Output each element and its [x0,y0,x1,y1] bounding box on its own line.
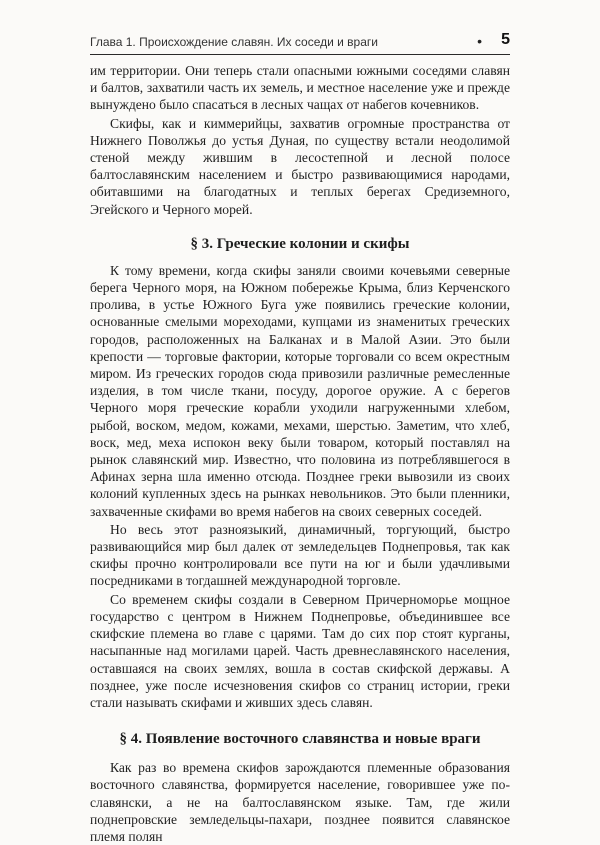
paragraph-1: им территории. Они теперь стали опасными южными соседями славян и балтов, захватили часть их земель, и местное население уже и прежде вынуждено было спасаться в лесных чащах от набегов кочевников. [90,63,510,113]
running-header [90,32,510,55]
bullet-glyph: • [477,33,482,49]
section-3-heading: § 3. Греческие колонии и скифы [190,235,410,252]
paragraph-2: Скифы, как и киммерийцы, захватив огромные пространства от Нижнего Поволжья до устья Дуная, по существу встали неодолимой стеной между жившим в лесостепной и лесной полосе балтославянским населением и быстро развивающимися народами, обитавшими на благодатных и теплых берегах Средиземного, Эгейского и Черного морей. [90,115,510,217]
running-title: Глава 1. Происхождение славян. Их соседи и враги [90,35,378,49]
paragraph-6: Как раз во времена скифов зарождаются племенные образования восточного славянства, формируется население, говорившее уже по-славянски, а не на балтославянском языке. Там, где жили поднепровские земледельцы-пахари, позднее появится славянское племя полян [90,760,510,844]
page-number: 5 [501,31,510,48]
paragraph-4: Но весь этот разноязыкий, динамичный, торгующий, быстро развивающийся мир был далек от земледельцев Поднепровья, так как скифы прочно контролировали все пути на юг и были удачливыми посредниками в тогдашней международной торговле. [90,521,510,589]
paragraph-3: К тому времени, когда скифы заняли своими кочевьями северные берега Черного моря, на Южном побережье Крыма, близ Керченского пролива, в устье Южного Буга уже появились греческие колонии, основанные смелыми мореходами, купцами из знаменитых греческих городов, расположенных на Балканах и в Малой Азии. Это были крепости — торговые фактории, которые торговали со всем окрестным миром. Из греческих городов сюда привозили различные ремесленные изделия, в том числе ткани, посуду, дорогое оружие. А с берегов Черного моря греческие корабли уходили нагруженными хлебом, рыбой, воском, медом, кожами, мехами, шерстью. Заметим, что хлеб, воск, мед, меха испокон веку были товаром, который поставлял на рынок славянский мир. Известно, что половина из потреблявшегося в Афинах зерна шла именно отсюда. Позднее греки вывозили из своих колоний купленных здесь на рынках невольников. Это были пленники, захваченные скифами во время набегов на своих северных соседей. [90,262,510,519]
paragraph-5: Со временем скифы создали в Северном Причерноморье мощное государство с центром в Нижнем Поднепровье, объединившее все скифские племена во главе с царями. Там до сих пор стоят курганы, насыпанные над могилами царей. Часть древнеславянского населения, оставшаяся на своих землях, вошла в состав скифской державы. А позднее, уже после исчезновения скифов со страниц истории, греки стали называть скифами и живших здесь славян. [90,591,510,710]
section-4-heading: § 4. Появление восточного славянства и новые враги [119,731,481,748]
page-body [90,62,510,845]
